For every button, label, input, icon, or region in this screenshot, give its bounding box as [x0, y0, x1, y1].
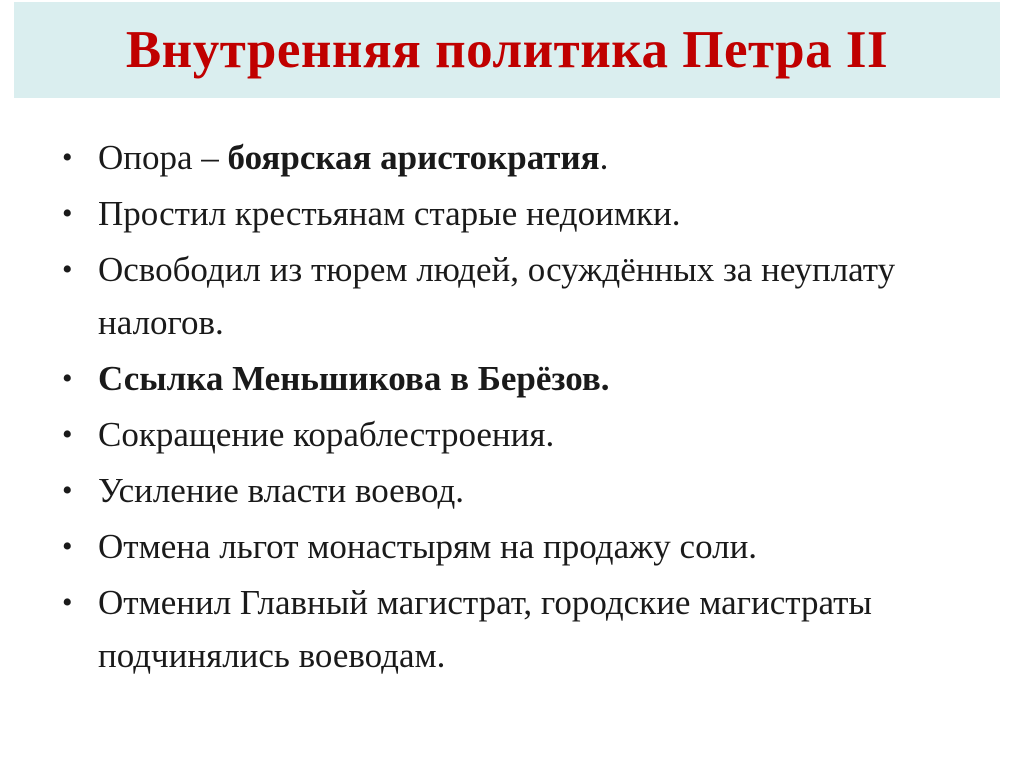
- title-bar: [14, 2, 1000, 98]
- bullet-item-bold-text: боярская аристократия: [227, 138, 600, 177]
- bullet-item-text: Сокращение кораблестроения.: [98, 415, 555, 454]
- bullet-item-prisoners: [62, 243, 982, 349]
- bullet-icon: •: [62, 362, 73, 395]
- bullet-icon: •: [62, 197, 73, 230]
- bullet-item-support: [62, 131, 982, 184]
- bullet-item-menshikov: [62, 352, 982, 405]
- bullet-icon: •: [62, 530, 73, 563]
- bullet-item-shipbuilding: [62, 408, 982, 461]
- bullet-item-text: Освободил из тюрем людей, осуждённых за неуплату налогов.: [98, 250, 896, 342]
- bullet-item-text: Опора –: [98, 138, 228, 177]
- bullet-icon: •: [62, 141, 73, 174]
- bullet-icon: •: [62, 474, 73, 507]
- bullet-icon: •: [62, 586, 73, 619]
- bullet-item-text: .: [599, 138, 609, 177]
- bullet-item-text: Простил крестьянам старые недоимки.: [98, 194, 681, 233]
- bullet-item-text: Отменил Главный магистрат, городские магистраты подчинялись воеводам.: [98, 583, 872, 675]
- bullet-item-salt: [62, 520, 982, 573]
- bullet-item-magistrate: [62, 576, 982, 682]
- bullet-item-text: Усиление власти воевод.: [98, 471, 465, 510]
- bullet-list: [62, 131, 982, 685]
- bullet-icon: •: [62, 253, 73, 286]
- bullet-icon: •: [62, 418, 73, 451]
- bullet-item-voivodes: [62, 464, 982, 517]
- slide-title: Внутренняя политика Петра II: [125, 21, 889, 79]
- bullet-item-text: Отмена льгот монастырям на продажу соли.: [98, 527, 758, 566]
- bullet-item-bold-text: Ссылка Меньшикова в Берёзов.: [98, 359, 610, 398]
- bullet-item-arrears: [62, 187, 982, 240]
